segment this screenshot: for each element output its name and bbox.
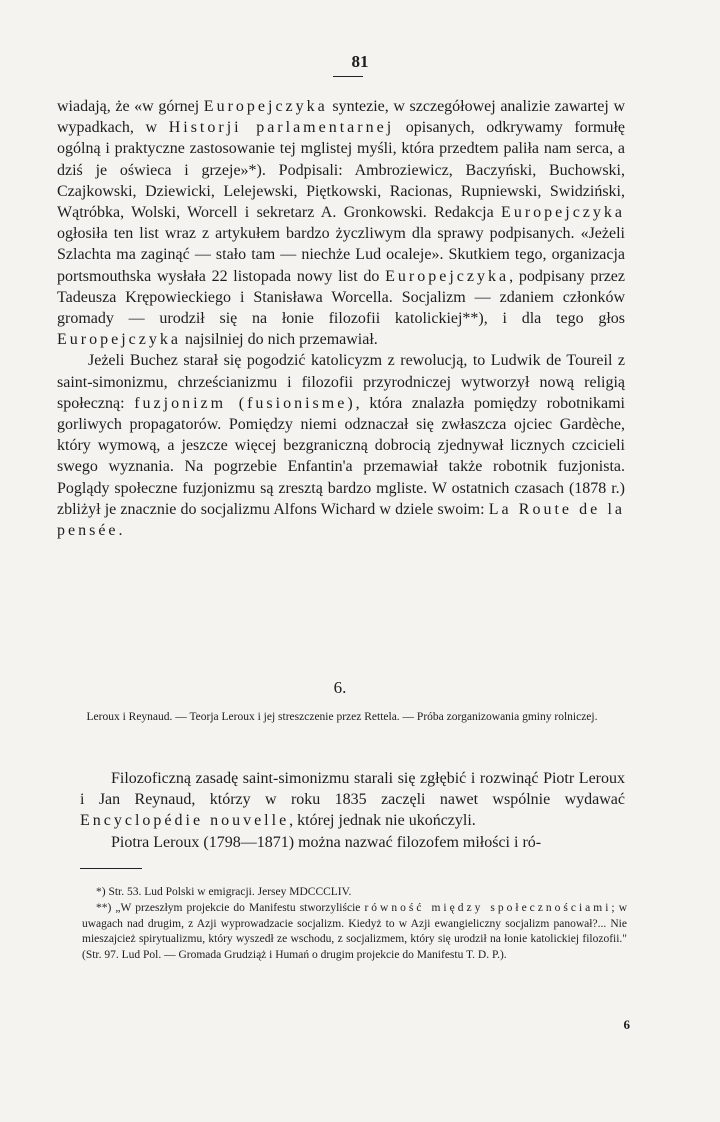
paragraph (57, 350, 625, 541)
paragraph (80, 832, 625, 853)
text-run: , podpisany przez Tadeusza Krępowieckiego i Stanisława Worcella. Socjalizm — zdaniem członków gromady — urodził się na łonie filozofii katolickiej**), i dla tego głos (57, 267, 625, 328)
printer-signature: 6 (623, 1017, 630, 1032)
page-number-rule (333, 76, 363, 77)
spaced-emphasis: Europejczyka (385, 267, 510, 285)
section-text (80, 768, 625, 853)
text-run: ; w uwagach nad drugim, z Azji wyprowadzacie socjalizm. Kiedyż to w Azji ewangieliczny socjalizm panował?... Nie mieszajcież spirytualizmu, który wyszedł ze wschodu, z socjalizmem, który się urodził na łonie katolickiej filozofii." (Str. 97. Lud Pol. — Gromada Grudziąż i Humań o drugim projekcie do Manifestu T. D. P.). (82, 901, 627, 962)
spaced-emphasis: równość między społecznościami (364, 901, 612, 914)
section-subtitle: Leroux i Reynaud. — Teorja Leroux i jej streszczenie przez Rettela. — Próba zorganizowania gminy rolniczej. (86, 711, 598, 723)
text-run: opisanych, odkrywamy formułę ogólną i praktyczne zastosowanie tej mglistej myśli, która przedtem paliła nam serca, a dziś je oświeca i grzeje»*). Podpisali: Ambroziewicz, Baczyński, Buchowski, Czajkowski, Dziewicki, Lelejewski, Piętkowski, Racionas, Rupniewski, Swidziński, Wątróbka, Wolski, Worcell i sekretarz A. Gronkowski. Redakcja (57, 119, 626, 222)
footnote (82, 885, 627, 901)
body-text (57, 96, 625, 541)
text-run: , której jednak nie ukończyli. (289, 812, 476, 830)
text-run: Jeżeli Buchez starał się pogodzić katolicyzm z rewolucją, to Ludwik de Toureil z saint-simonizmu, chrześcianizmu i filozofii przyrodniczej wytworzył nową religią społeczną: (57, 352, 625, 412)
footnote-rule (80, 868, 142, 869)
text-run: Piotra Leroux (1798—1871) można nazwać filozofem miłości i ró- (111, 833, 542, 851)
text-run: najsilniej do nich przemawiał. (180, 331, 378, 349)
spaced-emphasis: Encyclopédie nouvelle (80, 812, 290, 830)
text-run: syntezie, w szczegółowej analizie zawartej w wypadkach, w (57, 98, 625, 137)
footnote (82, 901, 627, 964)
footnotes (82, 885, 627, 964)
spaced-emphasis: La Route de la pensée (57, 500, 625, 540)
spaced-emphasis: Europejczyka (203, 98, 328, 115)
paragraph (57, 96, 625, 350)
text-run: , która znalazła pomiędzy robotnikami gorliwych propagatorów. Pomiędzy niemi odznaczał się zwłaszcza ojciec Gardèche, który wymową, a jeszcze więcej bezgraniczną dobrocią zjednywał licznych czcicieli swego wyznania. Na pogrzebie Enfantin'a przemawiał także robotnik fuzjonista. Poglądy społeczne fuzjonizmu są zresztą bardzo mgliste. W ostatnich czasach (1878 r.) zbliżył je znacznie do socjalizmu Alfons Wichard w dziele swoim: (57, 394, 625, 518)
spaced-emphasis: Europejczyka (57, 331, 181, 349)
spaced-emphasis: Historji parlamentarnej (168, 119, 395, 137)
section-number: 6. (333, 678, 347, 697)
text-run: . (118, 522, 123, 540)
page-number: 81 (351, 52, 369, 71)
paragraph (80, 768, 625, 832)
text-run: **) „W przeszłym projekcie do Manifestu stworzyliście (96, 901, 365, 914)
spaced-emphasis: Europejczyka (501, 204, 625, 222)
spaced-emphasis: fuzjonizm (fusionisme) (134, 394, 356, 412)
text-run: ogłosiła ten list wraz z artykułem bardzo życzliwym dla sprawy podpisanych. «Jeżeli Szlachta ma zaginąć — stało tam — niechże Lud ocaleje». Skutkiem tego, organizacja portsmouthska wysłała 22 listopada nowy list do (57, 225, 625, 285)
text-run: *) Str. 53. Lud Polski w emigracji. Jersey MDCCCLIV. (96, 886, 352, 898)
text-run: wiadają, że «w górnej (57, 98, 204, 115)
text-run: Filozoficzną zasadę saint-simonizmu starali się zgłębić i rozwinąć Piotr Leroux i Jan Reynaud, którzy w roku 1835 zaczęli nawet wspólnie wydawać (80, 770, 625, 809)
